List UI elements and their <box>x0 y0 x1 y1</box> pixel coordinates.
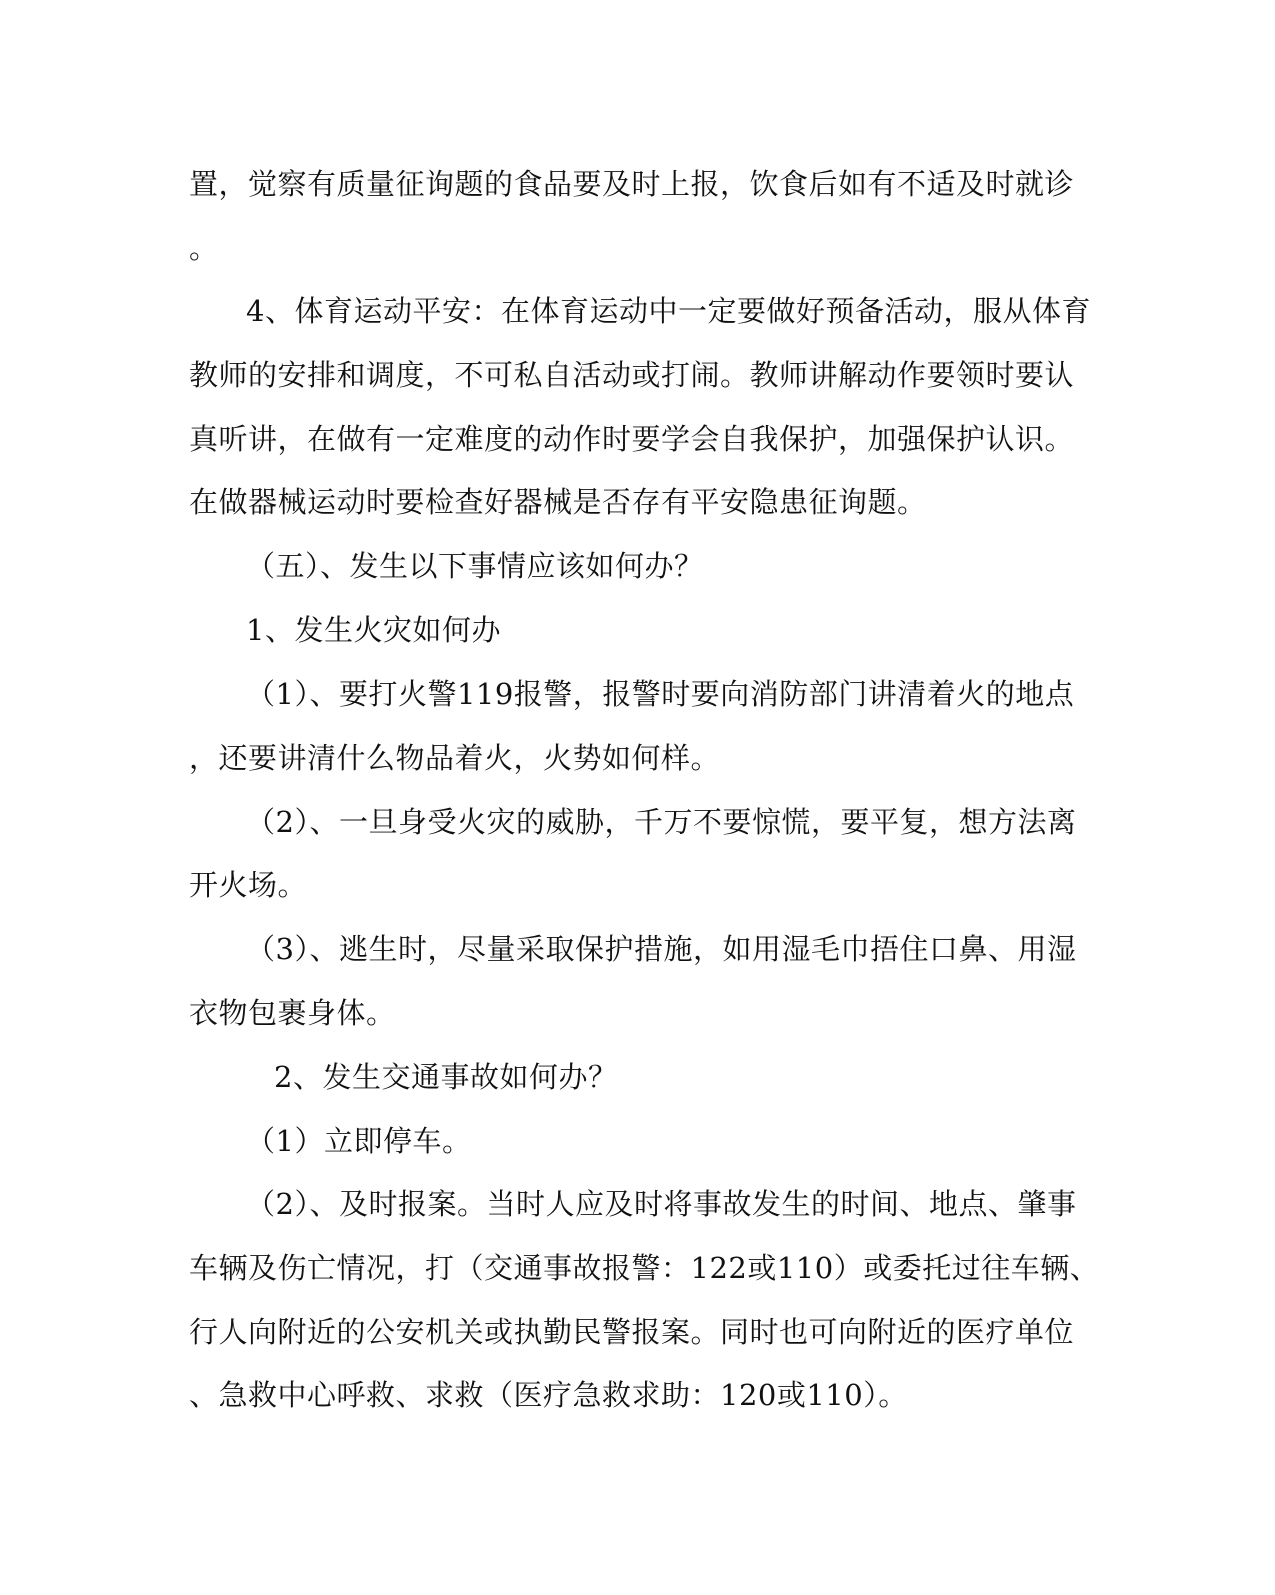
text-line: （2）、及时报案。当时人应及时将事故发生的时间、地点、肇事 <box>246 1187 1077 1221</box>
text-line: （1）立即停车。 <box>246 1124 472 1158</box>
text-line: 行人向附近的公安机关或执勤民警报案。同时也可向附近的医疗单位 <box>189 1315 1075 1349</box>
text-line: 在做器械运动时要检查好器械是否存有平安隐患征询题。 <box>189 485 927 519</box>
text-line: （3）、逃生时，尽量采取保护措施，如用湿毛巾捂住口鼻、用湿 <box>246 932 1077 966</box>
section-heading: （五）、发生以下事情应该如何办？ <box>246 549 704 583</box>
text-line: 教师的安排和调度，不可私自活动或打闹。教师讲解动作要领时要认 <box>189 358 1075 392</box>
text-line: 置，觉察有质量征询题的食品要及时上报，饮食后如有不适及时就诊 <box>189 167 1075 201</box>
text-line: 衣物包裹身体。 <box>189 996 396 1030</box>
subsection-heading: 2、发生交通事故如何办？ <box>274 1060 618 1094</box>
subsection-heading: 1、发生火灾如何办 <box>246 613 501 647</box>
text-line: （2）、一旦身受火灾的威胁，千万不要惊慌，要平复，想方法离 <box>246 805 1077 839</box>
text-line: 4、体育运动平安：在体育运动中一定要做好预备活动，服从体育 <box>246 294 1091 328</box>
text-line: 车辆及伤亡情况，打（交通事故报警：122或110）或委托过往车辆、 <box>189 1251 1100 1285</box>
text-line: 真听讲，在做有一定难度的动作时要学会自我保护，加强保护认识。 <box>189 422 1075 456</box>
text-line: 。 <box>189 231 219 265</box>
text-line: 、急救中心呼救、求救（医疗急救求助：120或110）。 <box>189 1378 908 1412</box>
text-line: （1）、要打火警119报警，报警时要向消防部门讲清着火的地点 <box>246 677 1075 711</box>
text-line: 开火场。 <box>189 868 308 902</box>
text-line: ，还要讲清什么物品着火，火势如何样。 <box>189 741 721 775</box>
